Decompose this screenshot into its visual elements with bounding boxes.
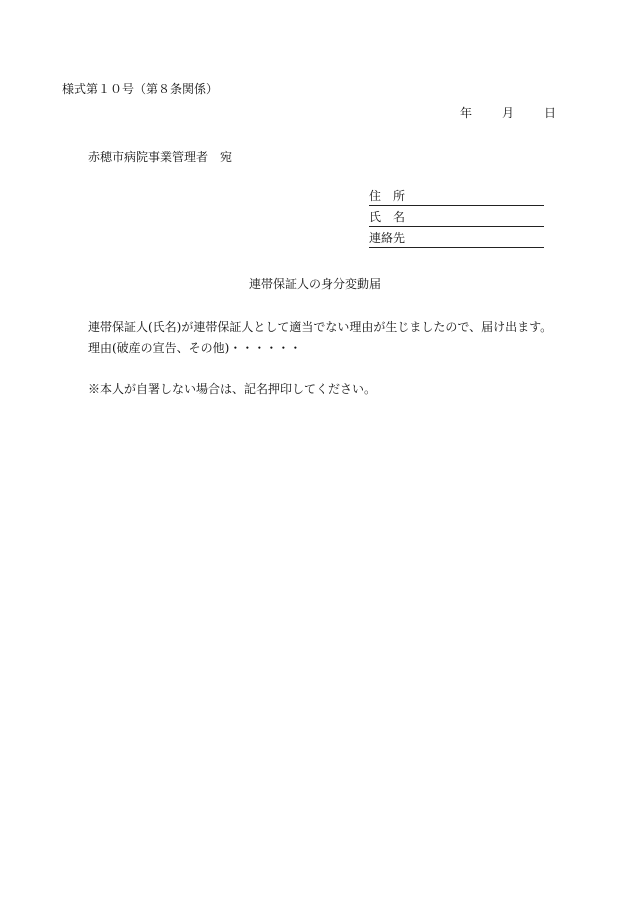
signature-name-label: 氏 名 [369,210,406,224]
date-year-label: 年 [460,106,473,120]
date-month-label: 月 [502,106,515,120]
signature-contact-label: 連絡先 [369,231,406,245]
signature-name-field [369,210,544,227]
signature-address-field [369,189,544,206]
signature-note: ※本人が自署しない場合は、記名押印してください。 [88,382,377,396]
body-reason: 理由(破産の宣告、その他)・・・・・・ [88,341,302,355]
date-day-label: 日 [544,106,557,120]
signature-address-label: 住 所 [369,189,406,203]
addressee: 赤穂市病院事業管理者 宛 [88,150,233,164]
form-number: 様式第１０号（第８条関係） [62,82,219,96]
body-statement: 連帯保証人(氏名)が連帯保証人として適当でない理由が生じましたので、届け出ます。 [88,320,553,334]
date-line [460,104,556,121]
signature-contact-field [369,231,544,248]
document-title: 連帯保証人の身分変動届 [248,277,381,291]
